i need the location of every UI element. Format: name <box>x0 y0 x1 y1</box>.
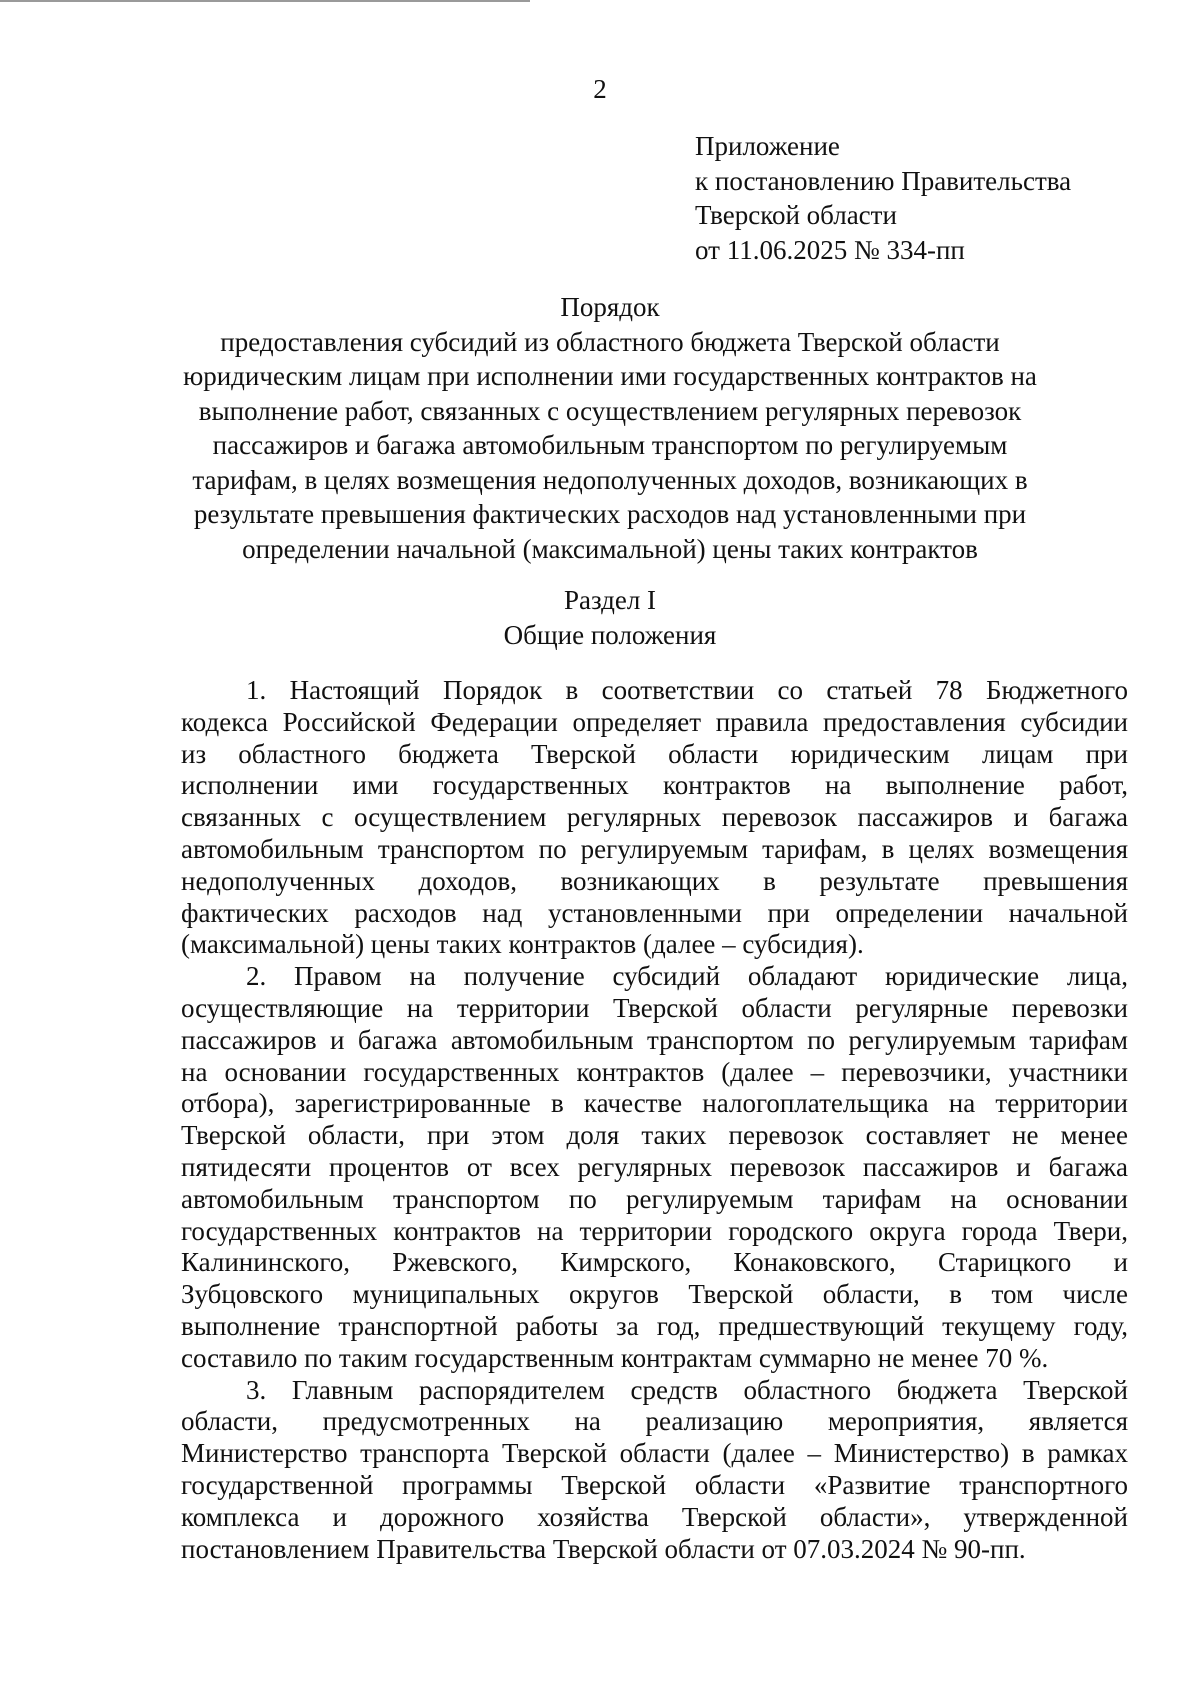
paragraph-line: из областного бюджета Тверской области юридическим лицам при <box>181 738 1128 769</box>
paragraph-line: 1. Настоящий Порядок в соответствии со статьей 78 Бюджетного <box>246 675 1128 705</box>
paragraph-line: составило по таким государственным контрактам суммарно не менее 70 %. <box>181 1342 1049 1373</box>
paragraph-line: автомобильным транспортом по регулируемым тарифам на основании <box>181 1183 1128 1214</box>
paragraph-line: Министерство транспорта Тверской области (далее – Министерство) в рамках <box>181 1438 1128 1469</box>
paragraph-line: отбора), зарегистрированные в качестве налогоплательщика на территории <box>181 1088 1128 1119</box>
title-line: пассажиров и багажа автомобильным транспортом по регулируемым <box>212 430 1008 460</box>
scan-edge-line <box>0 0 530 2</box>
paragraph-line: 2. Правом на получение субсидий обладают юридические лица, <box>246 961 1128 992</box>
paragraph-line: пятидесяти процентов от всех регулярных перевозок пассажиров и багажа <box>181 1151 1128 1182</box>
paragraph-line: (максимальной) цены таких контрактов (далее – субсидия). <box>181 929 864 960</box>
section-number: Раздел I <box>563 585 657 615</box>
paragraph-line: выполнение транспортной работы за год, предшествующий текущему году, <box>181 1310 1128 1341</box>
paragraph-line: области, предусмотренных на реализацию мероприятия, является <box>181 1406 1128 1437</box>
paragraph-line: 3. Главным распорядителем средств областного бюджета Тверской <box>246 1374 1128 1405</box>
title-line: результате превышения фактических расходов над установленными при <box>193 499 1027 529</box>
paragraph-line: связанных с осуществлением регулярных перевозок пассажиров и багажа <box>181 802 1128 833</box>
appendix-line: к постановлению Правительства <box>695 165 1072 196</box>
paragraph-line: постановлением Правительства Тверской области от 07.03.2024 № 90-пп. <box>181 1533 1026 1564</box>
title-line: тарифам, в целях возмещения недополученных доходов, возникающих в <box>192 464 1028 495</box>
paragraph-line: фактических расходов над установленными при определении начальной <box>181 897 1128 928</box>
paragraph-line: пассажиров и багажа автомобильным транспортом по регулируемым тарифам <box>181 1024 1128 1055</box>
paragraph-line: государственных контрактов на территории городского округа города Твери, <box>181 1215 1128 1246</box>
paragraph-3 <box>181 1375 1128 1566</box>
paragraph-line: исполнении ими государственных контрактов на выполнение работ, <box>181 770 1128 801</box>
title-line: выполнение работ, связанных с осуществлением регулярных перевозок <box>198 395 1022 426</box>
title-line: предоставления субсидий из областного бюджета Тверской области <box>220 326 1000 357</box>
paragraph-line: Тверской области, при этом доля таких перевозок составляет не менее <box>181 1120 1128 1151</box>
paragraph-line: Зубцовского муниципальных округов Тверской области, в том числе <box>181 1279 1128 1310</box>
title-line: определении начальной (максимальной) цены таких контрактов <box>242 533 978 564</box>
appendix-block <box>695 129 1071 267</box>
paragraph-line: автомобильным транспортом по регулируемым тарифам, в целях возмещения <box>181 833 1128 864</box>
title-heading: Порядок <box>560 292 660 322</box>
paragraph-line: Калининского, Ржевского, Кимрского, Конаковского, Старицкого и <box>181 1247 1128 1278</box>
appendix-line: Приложение <box>695 131 840 161</box>
page-number: 2 <box>593 74 607 104</box>
paragraph-line: государственной программы Тверской области «Развитие транспортного <box>181 1469 1128 1500</box>
appendix-line: Тверской области <box>695 200 897 230</box>
paragraph-1 <box>181 675 1128 961</box>
paragraph-line: недополученных доходов, возникающих в результате превышения <box>181 865 1128 896</box>
paragraph-line: на основании государственных контрактов (далее – перевозчики, участники <box>181 1056 1128 1087</box>
paragraph-line: кодекса Российской Федерации определяет правила предоставления субсидии <box>181 706 1128 737</box>
title-line: юридическим лицам при исполнении ими государственных контрактов на <box>183 361 1037 391</box>
paragraph-line: комплекса и дорожного хозяйства Тверской области», утвержденной <box>181 1501 1128 1532</box>
section-name: Общие положения <box>503 619 717 650</box>
body-text <box>181 675 1128 1565</box>
paragraph-2 <box>181 961 1128 1374</box>
document-title <box>130 290 1090 566</box>
appendix-line: от 11.06.2025 № 334-пп <box>695 234 965 265</box>
paragraph-line: осуществляющие на территории Тверской области регулярные перевозки <box>181 992 1128 1023</box>
section-heading <box>130 583 1090 652</box>
